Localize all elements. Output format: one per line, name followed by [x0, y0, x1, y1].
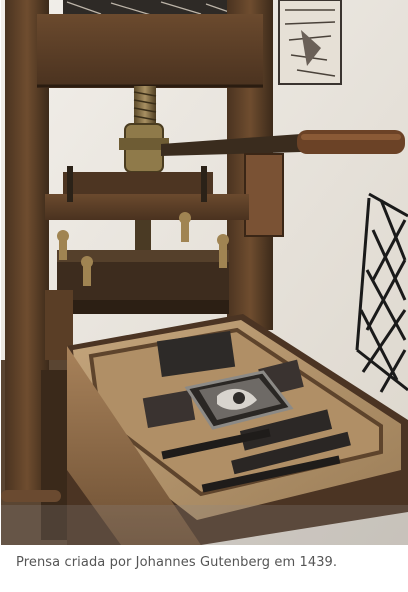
gutenberg-press-photo [1, 0, 408, 545]
bed-crank-handle [1, 490, 61, 502]
wall-print-right [279, 0, 341, 84]
press-head-beam [37, 14, 263, 88]
figure-caption: Prensa criada por Johannes Gutenberg em 1439. [16, 555, 338, 570]
press-crossbar [63, 172, 213, 194]
right-post-bracket [245, 154, 283, 236]
